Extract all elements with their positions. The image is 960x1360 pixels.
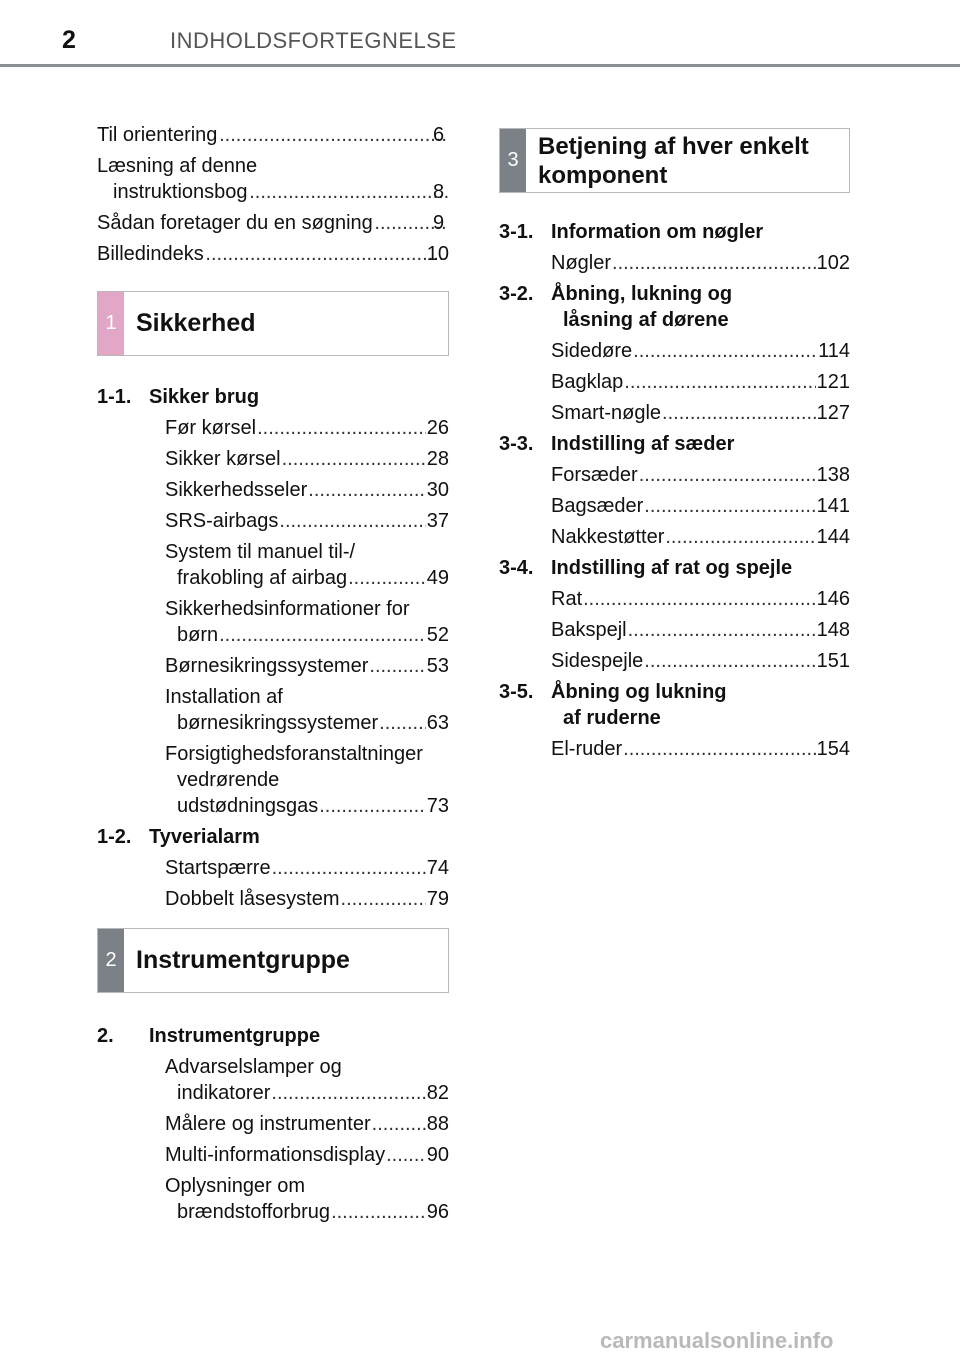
toc-entry[interactable]: Sådan foretager du en søgning ..... 9 <box>97 210 449 236</box>
page-header <box>0 0 960 66</box>
toc-item[interactable]: Dobbelt låsesystem ..... 79 <box>97 886 449 912</box>
chapter-tab: 1 <box>98 292 124 355</box>
chapter-tab: 3 <box>500 129 526 192</box>
right-column <box>499 128 850 767</box>
header-rule <box>0 64 960 67</box>
toc-item[interactable]: Forsigtighedsforanstaltninger vedrørende udstødningsgas ..... 73 <box>97 741 449 819</box>
toc-item[interactable]: Bagklap ..... 121 <box>499 369 850 395</box>
section-heading[interactable]: 1-2. Tyverialarm <box>97 826 260 848</box>
section-heading[interactable]: 3-1. Information om nøgler <box>499 221 764 243</box>
toc-entry[interactable]: Billedindeks ..... 10 <box>97 241 449 267</box>
chapter-title: Sikkerhed <box>136 309 256 337</box>
toc-item[interactable]: Sidedøre ..... 114 <box>499 338 850 364</box>
section-heading[interactable]: 2. Instrumentgruppe <box>97 1025 321 1047</box>
section-heading[interactable]: 3-5. Åbning og lukning af ruderne <box>499 681 727 729</box>
chapter-tab: 2 <box>98 929 124 992</box>
toc-item[interactable]: Bakspejl ..... 148 <box>499 617 850 643</box>
toc-item[interactable]: Forsæder ..... 138 <box>499 462 850 488</box>
toc-item[interactable]: Rat ..... 146 <box>499 586 850 612</box>
watermark: carmanualsonline.info <box>600 1328 834 1353</box>
toc-entry[interactable]: instruktionsbog ..... 8 <box>97 179 449 205</box>
toc-item[interactable]: SRS-airbags ..... 37 <box>97 508 449 534</box>
toc-item[interactable]: Startspærre ..... 74 <box>97 855 449 881</box>
chapter-heading-2[interactable] <box>97 928 449 993</box>
chapter-heading-1[interactable] <box>97 291 449 356</box>
left-column <box>97 122 449 1230</box>
chapter-title: Betjening af hver enkelt komponent <box>538 132 809 189</box>
toc-item[interactable]: Nøgler ..... 102 <box>499 250 850 276</box>
toc-entry[interactable]: Læsning af denne <box>97 155 258 177</box>
toc-item[interactable]: Installation af børnesikringssystemer ..... 63 <box>97 684 449 736</box>
toc-item[interactable]: Nakkestøtter ..... 144 <box>499 524 850 550</box>
toc-item[interactable]: Målere og instrumenter ..... 88 <box>97 1111 449 1137</box>
toc-item[interactable]: Multi-informationsdisplay ..... 90 <box>97 1142 449 1168</box>
chapter-heading-3[interactable] <box>499 128 850 193</box>
toc-item[interactable]: Børnesikringssystemer ..... 53 <box>97 653 449 679</box>
section-heading[interactable]: 3-3. Indstilling af sæder <box>499 433 735 455</box>
page-number: 2 <box>62 26 76 54</box>
toc-item[interactable]: Oplysninger om brændstofforbrug ..... 96 <box>97 1173 449 1225</box>
page-title: INDHOLDSFORTEGNELSE <box>170 28 457 53</box>
section-heading[interactable]: 3-4. Indstilling af rat og spejle <box>499 557 793 579</box>
section-heading[interactable]: 1-1. Sikker brug <box>97 386 260 408</box>
section-heading[interactable]: 3-2. Åbning, lukning og låsning af dørene <box>499 283 733 331</box>
toc-item[interactable]: Smart-nøgle ..... 127 <box>499 400 850 426</box>
toc-item[interactable]: Advarselslamper og indikatorer ..... 82 <box>97 1054 449 1106</box>
chapter-title: Instrumentgruppe <box>136 946 350 974</box>
toc-item[interactable]: Sidespejle ..... 151 <box>499 648 850 674</box>
toc-item[interactable]: Bagsæder ..... 141 <box>499 493 850 519</box>
toc-item[interactable]: System til manuel til-/ frakobling af airbag ..... 49 <box>97 539 449 591</box>
toc-entry[interactable]: Til orientering ..... 6 <box>97 122 449 148</box>
toc-item[interactable]: Sikkerhedsinformationer for børn ..... 52 <box>97 596 449 648</box>
toc-item[interactable]: Sikker kørsel ..... 28 <box>97 446 449 472</box>
toc-item[interactable]: Sikkerhedsseler ..... 30 <box>97 477 449 503</box>
toc-item[interactable]: Før kørsel ..... 26 <box>97 415 449 441</box>
toc-item[interactable]: El-ruder ..... 154 <box>499 736 850 762</box>
